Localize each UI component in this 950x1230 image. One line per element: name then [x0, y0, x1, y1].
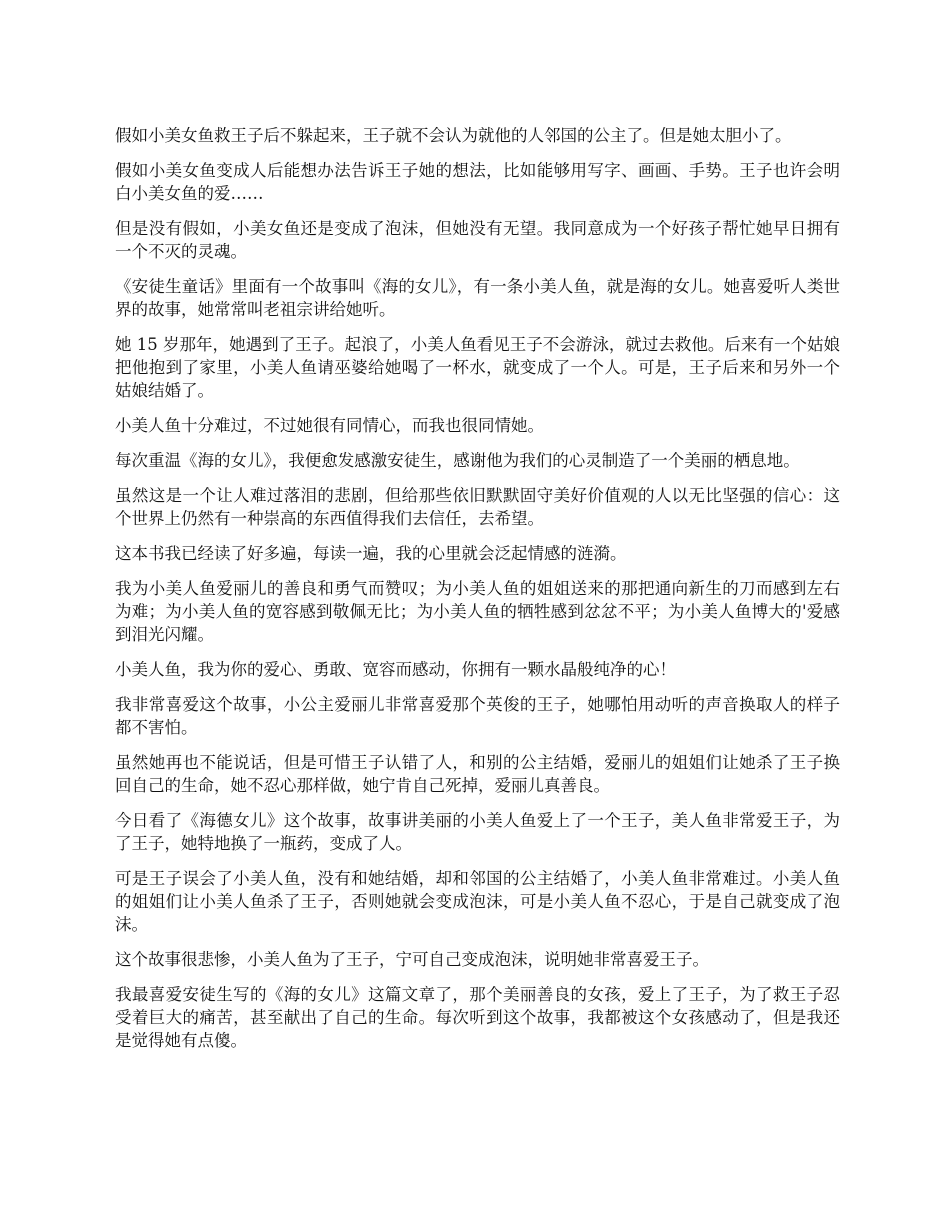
- paragraph: 今日看了《海德女儿》这个故事，故事讲美丽的小美人鱼爱上了一个王子，美人鱼非常爱王子，为了王子，她特地换了一瓶药，变成了人。: [115, 811, 840, 853]
- paragraph: 这本书我已经读了好多遍，每读一遍，我的心里就会泛起情感的涟漪。: [115, 544, 627, 563]
- paragraph: 我非常喜爱这个故事，小公主爱丽儿非常喜爱那个英俊的王子，她哪怕用动听的声音换取人的样子都不害怕。: [115, 695, 840, 737]
- paragraph: 她 15 岁那年，她遇到了王子。起浪了，小美人鱼看见王子不会游泳，就过去救他。后来有一个姑娘把他抱到了家里，小美人鱼请巫婆给她喝了一杯水，就变成了一个人。可是，王子后来和另外一个姑娘结婚了。: [115, 335, 840, 400]
- paragraph: 但是没有假如，小美女鱼还是变成了泡沫，但她没有无望。我同意成为一个好孩子帮忙她早日拥有一个不灭的灵魂。: [115, 219, 840, 261]
- paragraph: 假如小美女鱼救王子后不躲起来，王子就不会认为就他的人邻国的公主了。但是她太胆小了。: [115, 126, 792, 145]
- paragraph: 假如小美女鱼变成人后能想办法告诉王子她的想法，比如能够用写字、画画、手势。王子也许会明白小美女鱼的爱……: [115, 161, 840, 203]
- paragraph: 我为小美人鱼爱丽儿的善良和勇气而赞叹；为小美人鱼的姐姐送来的那把通向新生的刀而感到左右为难；为小美人鱼的宽容感到敬佩无比；为小美人鱼的牺牲感到忿忿不平；为小美人鱼博大的'爱感到泪光闪耀。: [115, 579, 840, 644]
- paragraph: 虽然这是一个让人难过落泪的悲剧，但给那些依旧默默固守美好价值观的人以无比坚强的信心：这个世界上仍然有一种崇高的东西值得我们去信任，去希望。: [115, 486, 840, 528]
- document-page: [115, 124, 840, 1064]
- paragraph: 每次重温《海的女儿》，我便愈发感激安徒生，感谢他为我们的心灵制造了一个美丽的栖息地。: [115, 451, 800, 470]
- paragraph: 《安徒生童话》里面有一个故事叫《海的女儿》，有一条小美人鱼，就是海的女儿。她喜爱听人类世界的故事，她常常叫老祖宗讲给她听。: [115, 277, 840, 319]
- paragraph: 小美人鱼十分难过，不过她很有同情心，而我也很同情她。: [115, 416, 544, 435]
- paragraph: 小美人鱼，我为你的爱心、勇敢、宽容而感动，你拥有一颗水晶般纯净的心！: [115, 660, 676, 679]
- paragraph: 这个故事很悲惨，小美人鱼为了王子，宁可自己变成泡沫，说明她非常喜爱王子。: [115, 950, 709, 969]
- paragraph: 我最喜爱安徒生写的《海的女儿》这篇文章了，那个美丽善良的女孩，爱上了王子，为了救王子忍受着巨大的痛苦，甚至献出了自己的生命。每次听到这个故事，我都被这个女孩感动了，但是我还是觉得她有点傻。: [115, 985, 840, 1050]
- paragraph: 可是王子误会了小美人鱼，没有和她结婚，却和邻国的公主结婚了，小美人鱼非常难过。小美人鱼的姐姐们让小美人鱼杀了王子，否则她就会变成泡沫，可是小美人鱼不忍心，于是自己就变成了泡沫。: [115, 869, 840, 934]
- paragraph: 虽然她再也不能说话，但是可惜王子认错了人，和别的公主结婚，爱丽儿的姐姐们让她杀了王子换回自己的生命，她不忍心那样做，她宁肯自己死掉，爱丽儿真善良。: [115, 753, 840, 795]
